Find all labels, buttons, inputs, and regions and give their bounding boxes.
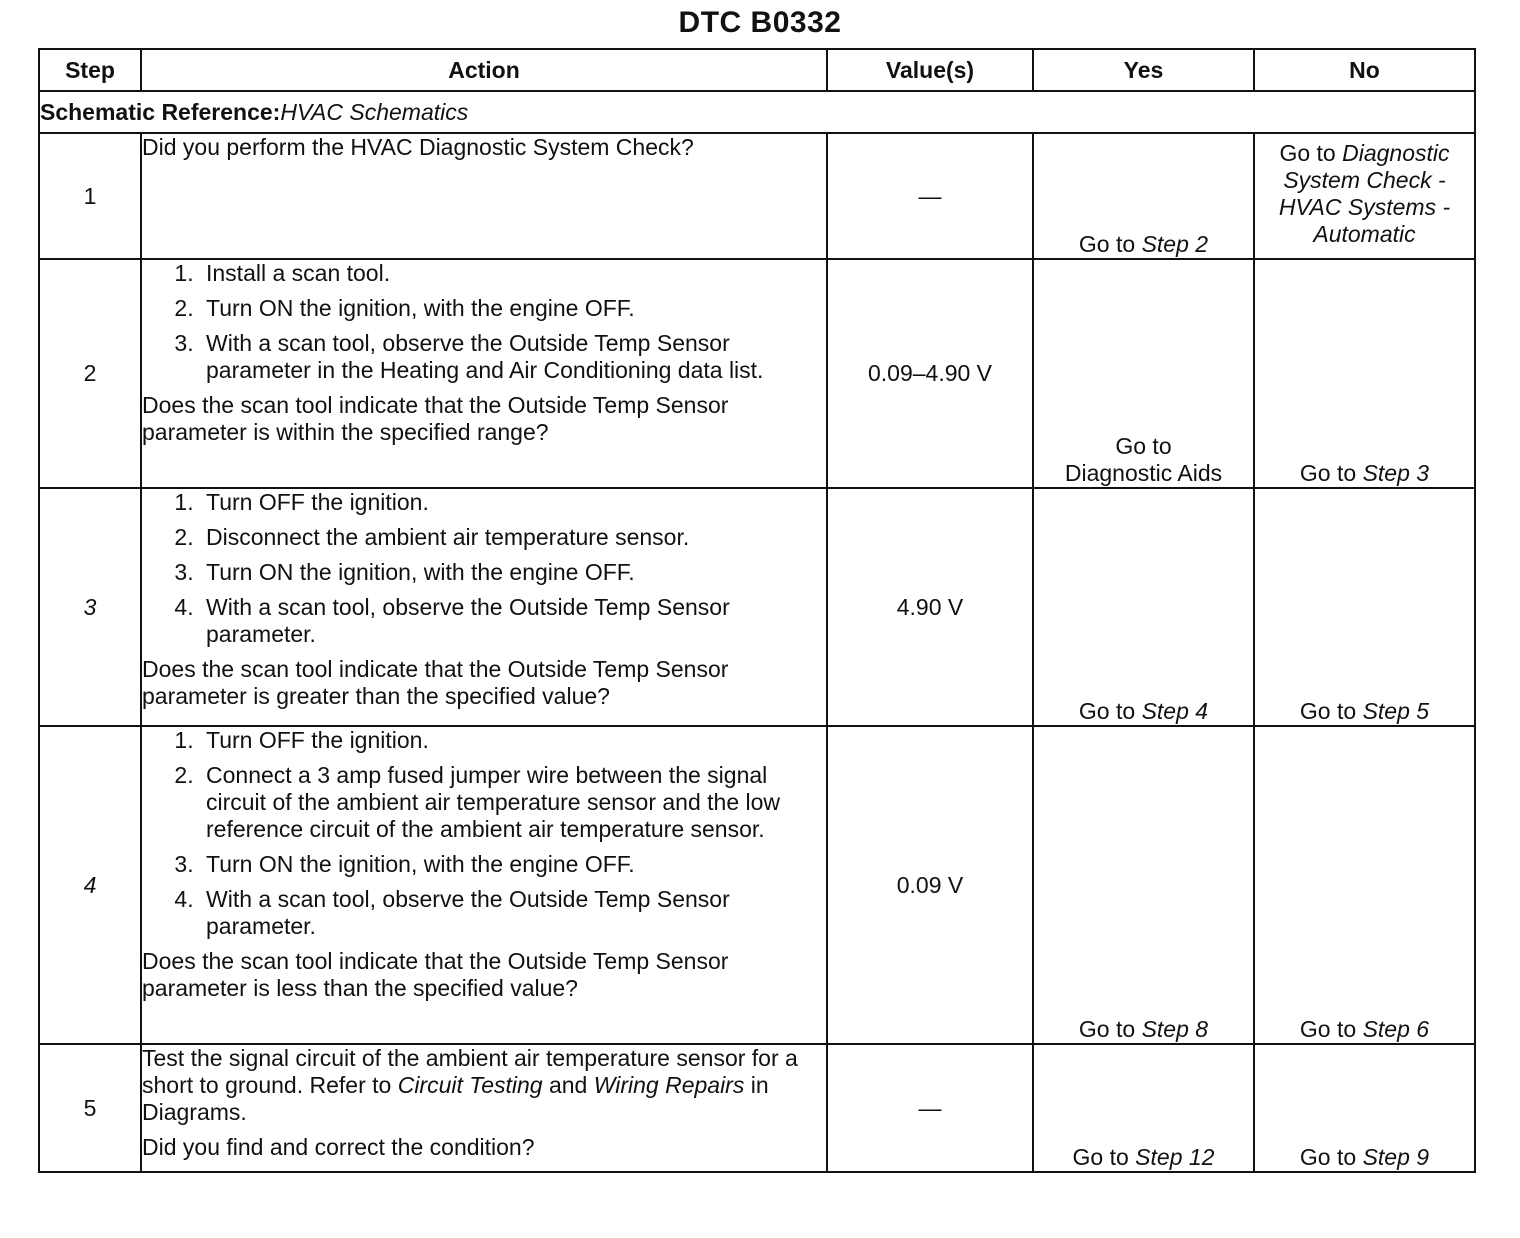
- yes-cell: [1033, 133, 1254, 259]
- schematic-reference: [39, 91, 1475, 133]
- goto-link-line[interactable]: HVAC Systems -: [1278, 194, 1451, 220]
- action-cell: [141, 726, 827, 1044]
- action-step: 3. With a scan tool, observe the Outside Temp Sensor parameter in the Heating and Air Conditioning data list.: [200, 330, 826, 384]
- step-number: 4: [39, 726, 141, 1044]
- action-question: Does the scan tool indicate that the Outside Temp Sensor parameter is less than the specified value?: [142, 948, 729, 1001]
- schematic-reference-row: [39, 91, 1475, 133]
- table-row: [39, 1044, 1475, 1172]
- no-cell: [1254, 488, 1475, 726]
- goto-prefix: Go to: [1299, 698, 1363, 724]
- header-values: Value(s): [827, 49, 1033, 91]
- goto-link-line[interactable]: System Check -: [1283, 167, 1446, 193]
- schematic-reference-label: Schematic Reference:: [40, 98, 281, 125]
- table-row: [39, 726, 1475, 1044]
- action-step: 2. Turn ON the ignition, with the engine OFF.: [200, 295, 826, 322]
- goto-link[interactable]: Step 12: [1135, 1144, 1215, 1170]
- goto-prefix: Go to: [1299, 1144, 1363, 1170]
- goto-link[interactable]: Step 9: [1362, 1144, 1430, 1170]
- step-number: 3: [39, 488, 141, 726]
- value-cell: —: [827, 1044, 1033, 1172]
- action-step: 3. Turn ON the ignition, with the engine OFF.: [200, 559, 826, 586]
- goto-link-line[interactable]: Automatic: [1313, 221, 1416, 247]
- goto-prefix: Go to: [1115, 433, 1172, 459]
- header-yes: Yes: [1033, 49, 1254, 91]
- goto-link[interactable]: Diagnostic: [1342, 140, 1450, 166]
- header-no: No: [1254, 49, 1475, 91]
- goto-prefix: Go to: [1078, 698, 1142, 724]
- action-question: Did you find and correct the condition?: [142, 1134, 535, 1160]
- goto-link[interactable]: Step 6: [1362, 1016, 1430, 1042]
- step-number: 1: [39, 133, 141, 259]
- instruction-text: Test the signal circuit of the ambient air temperature sensor for a short to ground. Refer to: [142, 1045, 798, 1098]
- table-row: [39, 259, 1475, 488]
- goto-link[interactable]: Step 3: [1362, 460, 1430, 486]
- header-step: Step: [39, 49, 141, 91]
- value-cell: 0.09–4.90 V: [827, 259, 1033, 488]
- action-question: Did you perform the HVAC Diagnostic System Check?: [142, 134, 694, 160]
- value-cell: —: [827, 133, 1033, 259]
- action-step: 1. Turn OFF the ignition.: [200, 489, 826, 516]
- value-cell: 0.09 V: [827, 726, 1033, 1044]
- yes-cell: [1033, 259, 1254, 488]
- instruction-text: in Diagrams.: [142, 1072, 769, 1125]
- yes-cell: [1033, 1044, 1254, 1172]
- goto-link[interactable]: Diagnostic Aids: [1064, 460, 1223, 486]
- action-cell: [141, 259, 827, 488]
- goto-prefix: Go to: [1279, 140, 1343, 166]
- schematic-reference-link[interactable]: HVAC Schematics: [280, 98, 469, 125]
- goto-prefix: Go to: [1072, 1144, 1136, 1170]
- yes-cell: [1033, 488, 1254, 726]
- no-cell: [1254, 726, 1475, 1044]
- goto-link[interactable]: Step 2: [1141, 231, 1209, 257]
- goto-prefix: Go to: [1078, 1016, 1142, 1042]
- page-title: DTC B0332: [678, 6, 842, 39]
- wiring-repairs-link[interactable]: Wiring Repairs: [593, 1072, 745, 1098]
- goto-link[interactable]: Step 5: [1362, 698, 1430, 724]
- action-instruction: [142, 1045, 826, 1126]
- action-cell: [141, 488, 827, 726]
- action-step: 1. Turn OFF the ignition.: [200, 727, 826, 754]
- action-steps-list: [142, 489, 826, 648]
- action-step: 2. Connect a 3 amp fused jumper wire between the signal circuit of the ambient air temperature sensor and the low reference circuit of the ambient air temperature sensor.: [200, 762, 826, 843]
- step-number: 2: [39, 259, 141, 488]
- action-step: 2. Disconnect the ambient air temperature sensor.: [200, 524, 826, 551]
- table-row: [39, 133, 1475, 259]
- action-question: Does the scan tool indicate that the Outside Temp Sensor parameter is greater than the specified value?: [142, 656, 729, 709]
- action-cell: [141, 1044, 827, 1172]
- yes-cell: [1033, 726, 1254, 1044]
- value-cell: 4.90 V: [827, 488, 1033, 726]
- table-row: [39, 488, 1475, 726]
- goto-prefix: Go to: [1299, 460, 1363, 486]
- no-cell: [1254, 259, 1475, 488]
- action-step: 3. Turn ON the ignition, with the engine OFF.: [200, 851, 826, 878]
- no-cell: [1254, 133, 1475, 259]
- goto-prefix: Go to: [1078, 231, 1142, 257]
- action-step: 4. With a scan tool, observe the Outside Temp Sensor parameter.: [200, 886, 826, 940]
- instruction-text: and: [542, 1072, 594, 1098]
- goto-link[interactable]: Step 8: [1141, 1016, 1209, 1042]
- action-cell: [141, 133, 827, 259]
- diagnostic-table: [38, 48, 1476, 1173]
- no-cell: [1254, 1044, 1475, 1172]
- goto-link[interactable]: Step 4: [1141, 698, 1209, 724]
- action-steps-list: [142, 260, 826, 384]
- header-row: [39, 49, 1475, 91]
- action-steps-list: [142, 727, 826, 940]
- step-number: 5: [39, 1044, 141, 1172]
- circuit-testing-link[interactable]: Circuit Testing: [397, 1072, 543, 1098]
- action-step: 1. Install a scan tool.: [200, 260, 826, 287]
- goto-prefix: Go to: [1299, 1016, 1363, 1042]
- action-step: 4. With a scan tool, observe the Outside Temp Sensor parameter.: [200, 594, 826, 648]
- header-action: Action: [141, 49, 827, 91]
- action-question: Does the scan tool indicate that the Outside Temp Sensor parameter is within the specified range?: [142, 392, 729, 445]
